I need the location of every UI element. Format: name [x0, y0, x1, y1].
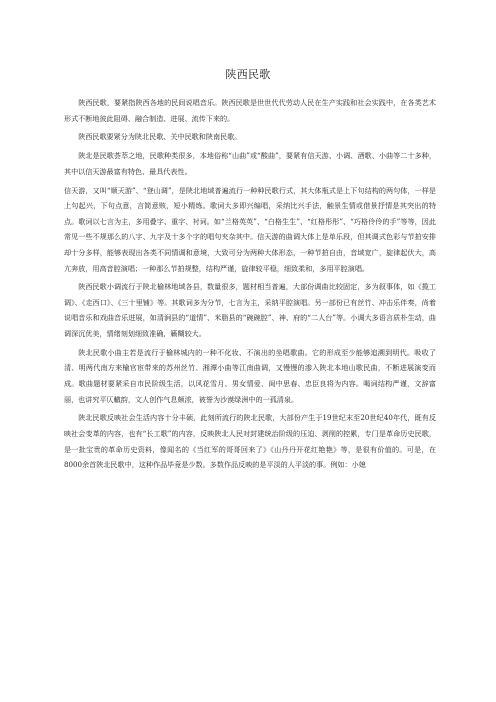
paragraph-xiaoqu: 陕北民歌小曲主若是流行于榆林城内的一种不化妆、不演出的坐唱歌曲。它的形成至少能够追溯到明代。吸收了清、明两代南方来榆官宦带来的苏州丝竹、湘潭小曲等江南曲调，又慢慢的渗入陕北本地山歌民曲，不断进展演变而成。歌曲题材要紧采自市民阶级生活，以风花雪月、男女情爱、闺中思春、忠臣良将为内容。喝词结构严谨，文辞富丽，也讲究平仄轍韵，文人创作气息颇浓，被誉为沙漠绿洲中的一孤清泉。	[64, 347, 436, 404]
paragraph-xintianyou: 信天游，又叫“顺天游”、“登山调”，是陕北地域普遍流行一种种民歌行式，其大体瓶式是上下句结构的两句体，一样是上句起兴，下句点意，言简意赅，短小精炼。歌词大多即兴编唱，采纳比兴手法，触景生情或借景抒情是其突出的特点。歌词以七言为主，多用叠字、重字、衬词。如“兰格英英”、“白格生生”、“红格彤彤”、“巧格伶伶的手”等等，因此常见一些不规那么的八字、九字及十多个字的唱句夹杂其中。信天游的曲调大体上是单乐段，但其调式色彩与节拍安排却十分多样，能够表现出各类不同情调和意境，大致可分为两种大体形态，一种节拍自由，音域宽广，旋律起伏大，高亢奔放，用高音腔演唱；一种那么节拍规整，结构严谨，旋律较平稳，细致柔和，多用平腔演唱。	[64, 185, 436, 273]
document-title: 陕西民歌	[225, 68, 271, 81]
paragraph-xiaodiao: 陕西民歌小调流行于陕北榆林地域各县，数量很多，题材相当普遍，大部份调曲比较固定，多为叙事体，如《揽工调》、《走西口》、《三十里铺》等。其歌词多为分节，七言为主，采纳平腔演唱。另一部份已有丝竹、冲击乐伴奏，尚着说唱音乐和戏曲音乐进展，如清涧县的“道情”、米脂县的“碗碗腔”、神、府的“二人台”等。小调大多语言质朴生动，曲调深沉优美，情绪刻划细致准确，籁糊较大。	[64, 282, 436, 339]
paragraph-social-life: 陕北民歌反映社会生活内容十分丰硕，此刻所流行的陕北民歌，大部份产生于19世纪末至20世纪40年代，既有反映社会变革的内容，也有“长工歌”的内容，反映陕北人民对封建统治阶级的压迫、剥削的控累，专门是革命历史民歌，是一批宝贵的革命历史资料，像闻名的《当红军的哥哥回来了》《山丹丹开花红艳艳》等，是很有价值的。可是，在8000余首陕北民歌中，这种作品毕竟是少数。多数作品反映的是平淡的人平淡的事。例如：小媳	[64, 413, 436, 470]
paragraph-shaanbei-overview: 陕北是民歌荟萃之地，民歌种类很多，本地俗称“山曲”或“酸曲”，要紧有信天游、小调、酒歌、小曲等二十多种，其中以信天游最富有特色、最具代表性。	[64, 151, 436, 176]
paragraph-intro: 陕西民歌，要紧指陕西各地的民间说唱音乐。陕西民歌是世世代代劳动人民在生产实践和社会实践中，在各类艺术形式不断地彼此阻碍、融合制造、进展、流传下来的。	[64, 98, 436, 123]
paragraph-categories: 陕西民歌要紧分为陕北民歌、关中民歌和陕南民歌。	[78, 132, 242, 142]
document-body	[64, 95, 436, 476]
